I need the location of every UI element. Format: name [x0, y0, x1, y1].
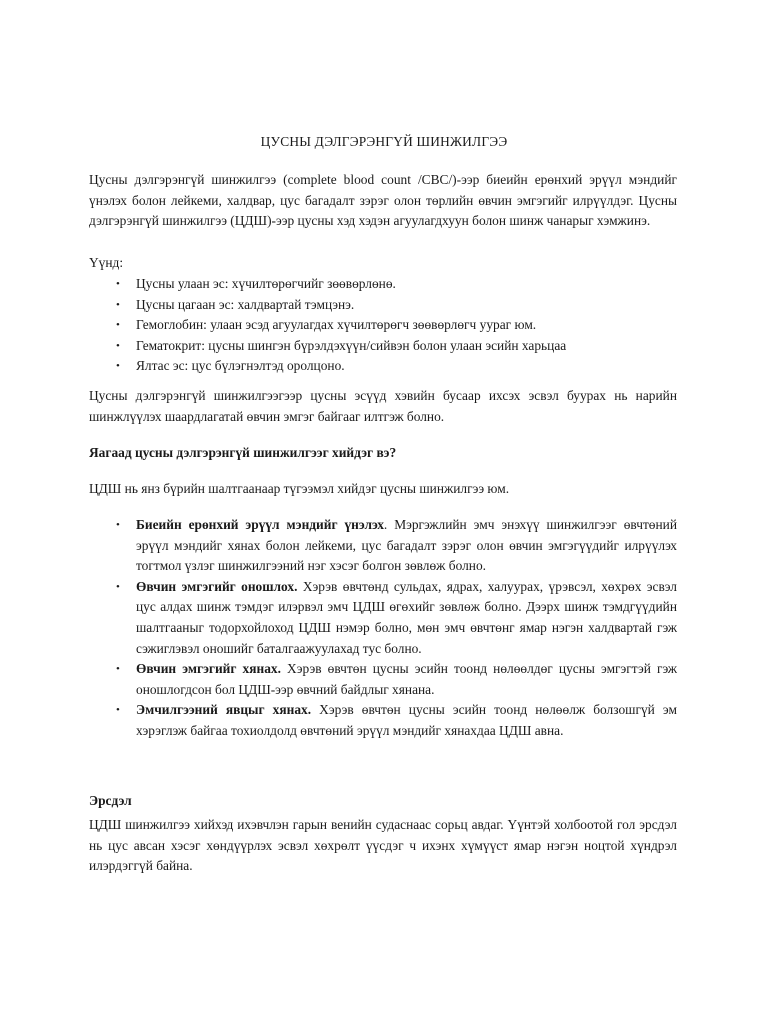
- bullet-icon: •: [116, 298, 120, 311]
- section-heading-risk: Эрсдэл: [89, 793, 132, 808]
- reasons-list: [89, 515, 677, 742]
- list-item: • Өвчин эмгэгийг оношлох. Хэрэв өвчтөнд сульдах, ядрах, халуурах, үрэвсэл, хөхрөх эсвэл цус алдах шинж тэмдэг илэрвэл эмч ЦДШ өгөхийг зөвлөж болно. Дээрх шинж тэмдгүүдийн шалтгааныг тодорхойлоход ЦДШ нэмэр болно, мөн эмч өвчтөнг ямар нэгэн халдвартай гэж сэжиглэвэл оношийг баталгаажуулахад тус болно.: [116, 578, 677, 656]
- list-item: • Цусны улаан эс: хүчилтөрөгчийг зөөвөрлөнө.: [89, 274, 677, 295]
- intro-closing: Цусны дэлгэрэнгүй шинжилгээгээр цусны эсүүд хэвийн бусаар ихсэх эсвэл буурах нь нарийн шинжлүүлэх шаардлагатай өвчин эмгэг байгааг илтгэж болно.: [89, 388, 677, 424]
- item-bold: Өвчин эмгэгийг оношлох.: [136, 578, 298, 594]
- intro-paragraph: Цусны дэлгэрэнгүй шинжилгээ (complete blood count /CBC/)-ээр биеийн ерөнхий эрүүл мэндийг үнэлэх болон лейкеми, халдвар, цус багадалт зэрэг олон төрлийн өвчин эмгэгийг илрүүлдэг. Цусны дэлгэрэнгүй шинжилгээ (ЦДШ)-ээр цусны хэд хэдэн агуулагдхуун болон шинж чанарыг хэмжинэ.: [89, 172, 677, 229]
- bullet-icon: •: [116, 278, 120, 290]
- list-item: • Гемоглобин: улаан эсэд агуулагдах хүчилтөрөгч зөөвөрлөгч уураг юм.: [89, 315, 677, 336]
- component-list: [89, 274, 677, 377]
- list-item: • Өвчин эмгэгийг хянах. Хэрэв өвчтөн цусны эсийн тоонд нөлөөлдөг цусны эмгэгтэй гэж оношлогдсон бол ЦДШ-ээр өвчний байдлыг хянана.: [116, 661, 677, 697]
- section-heading-why: Яагаад цусны дэлгэрэнгүй шинжилгээг хийдэг вэ?: [89, 445, 397, 460]
- bullet-icon: •: [116, 360, 120, 373]
- item-bold: Эмчилгээний явцыг хянах.: [136, 702, 312, 718]
- bullet-icon: •: [116, 319, 120, 332]
- risk-paragraph: ЦДШ шинжилгээ хийхэд ихэвчлэн гарын венийн судаснаас сорьц авдаг. Үүнтэй холбоотой гол эрсдэл нь цус авсан хэсэг хөндүүрлэх эсвэл хөхрөлт үүсдэг ч ихэнх хүмүүст ямар нэгэн ноцтой хүндрэл илэрдэггүй байна.: [89, 817, 677, 874]
- bullet-icon: •: [116, 704, 120, 717]
- why-paragraph: ЦДШ нь янз бүрийн шалтгаанаар түгээмэл хийдэг цусны шинжилгээ юм.: [89, 481, 510, 496]
- item-bold: Биеийн ерөнхий эрүүл мэндийг үнэлэх: [136, 517, 384, 532]
- list-item: • Эмчилгээний явцыг хянах. Хэрэв өвчтөн цусны эсийн тоонд нөлөөлж болзошгүй эм хэрэглэж байгаа тохиолдолд өвчтөний эрүүл мэндийг хянахдаа ЦДШ авна.: [116, 702, 677, 738]
- bullet-icon: •: [116, 339, 120, 352]
- page-title: ЦУСНЫ ДЭЛГЭРЭНГҮЙ ШИНЖИЛГЭЭ: [260, 134, 508, 149]
- list-item: • Ялтас эс: цус бүлэгнэлтэд оролцоно.: [89, 356, 677, 377]
- list-item: • Цусны цагаан эс: халдвартай тэмцэнэ.: [89, 295, 677, 316]
- bullet-icon: •: [116, 580, 120, 593]
- bullet-icon: •: [116, 519, 120, 531]
- bullet-icon: •: [116, 663, 120, 676]
- item-bold: Өвчин эмгэгийг хянах.: [136, 661, 281, 677]
- intro-lead: Үүнд:: [89, 255, 124, 270]
- list-item: • Гематокрит: цусны шингэн бүрэлдэхүүн/сийвэн болон улаан эсийн харьцаа: [89, 336, 677, 357]
- list-item: • Биеийн ерөнхий эрүүл мэндийг үнэлэх. Мэргэжлийн эмч энэхүү шинжилгээг өвчтөний эрүүл мэндийг хянах болон лейкеми, цус багадалт зэрэг олон өвчин эмгэгүүдийг илрүүлэх тогтмол үзлэг шинжилгээний нэг хэсэг болгон зөвлөж болно.: [116, 517, 677, 574]
